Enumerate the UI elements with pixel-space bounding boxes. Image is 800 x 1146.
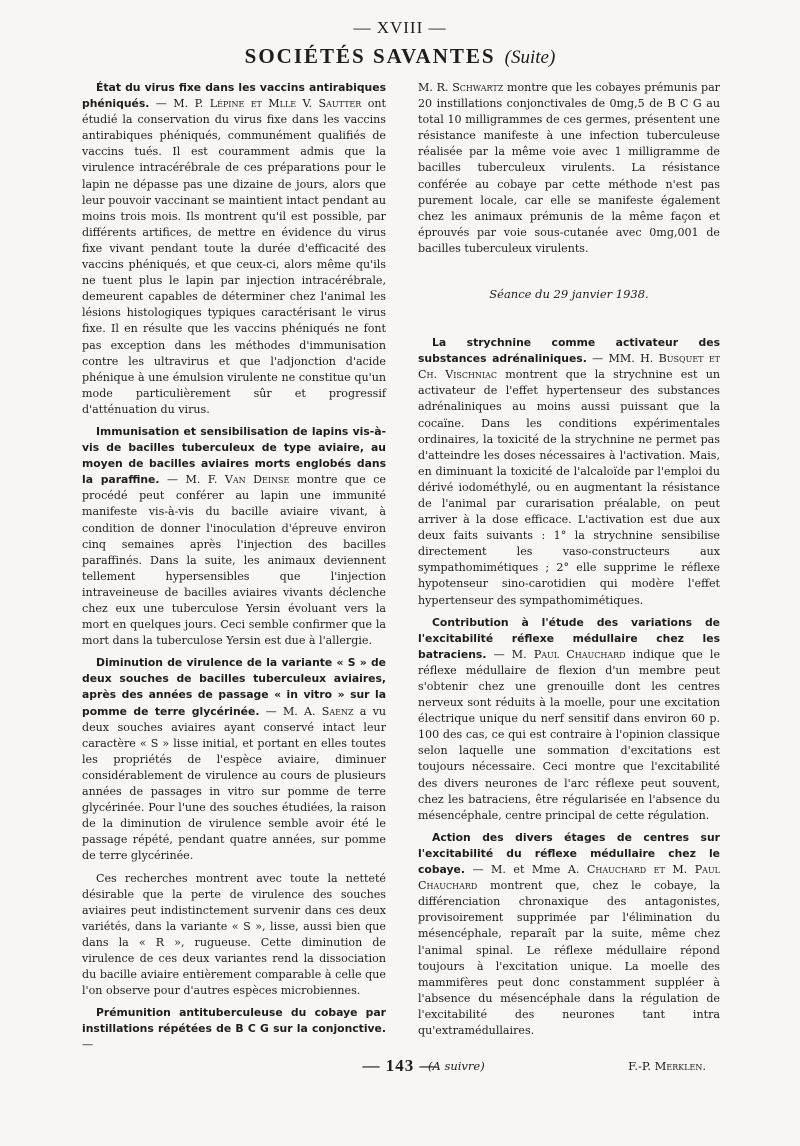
article-authors: Paul Chauchard: [533, 647, 626, 661]
article-virus-fixe: [82, 80, 386, 418]
article-body: ont étudié la conservation du virus fixe dans les vaccins antirabiques phéniqués, communément qualifiés de vaccins tués. Il est couramment admis que la virulence intracérébrale de ces préparations pour le lapin ne dépasse pas une dizaine de jours, alors que leur pouvoir vaccinant se maintient intact pendant au moins trois mois. Ils montrent qu'il est possible, par différents artifices, de mettre en évidence du virus fixe vivant pendant toute la durée d'efficacité des vaccins phéniqués, et que ceux-ci, alors même qu'ils ne tuent plus le lapin par injection intracérébrale, demeurent capables de déterminer chez l'animal les lésions histologiques typiques caractérisant le virus fixe. Il en résulte que les vaccins phéniqués ne font pas exception dans les méthodes d'immunisation contre les ultravirus et que l'adjonction d'acide phénique à une émulsion virulente ne constitue qu'un mode particulièrement sûr et progressif d'atténuation du virus.: [82, 97, 386, 416]
article-sep: — M.: [486, 647, 534, 661]
article-authors: Van Deinse: [224, 473, 290, 487]
article-body: montrent que la strychnine est un activateur de l'effet hypertenseur des substances adrénaliniques au moins aussi puissant que la cocaïne. Dans les conditions expérimentales ordinaires, la toxicité de la strychnine ne permet pas d'atteindre les doses nécessaires à l'activation. Mais, en diminuant la toxicité de l'alcaloïde par l'emploi du dérivé iodométhylé, ou en augmentant la résistance de l'animal par curarisation préalable, on peut arriver à la dose efficace. L'activation est due aux deux faits suivants : 1° la strychnine sensibilise directement les vaso-constructeurs aux sympathomimétiques ; 2° elle supprime le réflexe hypotenseur sino-carotidien qui modère l'effet hypertenseur des sympathomimétiques.: [418, 368, 720, 607]
article-sep: M. R.: [418, 81, 453, 94]
article-excitabilite-batraciens: [418, 615, 720, 824]
article-body: a vu deux souches aviaires ayant conservé intact leur caractère « S » lisse initial, et portant en elles toutes les propriétés de l'espèce aviaire, diminuer considérablement de virulence au cours de plusieurs années de passages in vitro sur pomme de terre glycérinée. Pour l'une des souches étudiées, la raison de la diminution de virulence semble avoir été le passage répété, pendant quatre années, sur pomme de terre glycérinée.: [82, 704, 386, 863]
article-authors: Chauchard et M. Paul Chauchard: [418, 863, 720, 893]
article-authors: Saenz: [321, 704, 354, 718]
page-title: SOCIÉTÉS SAVANTES: [244, 44, 496, 68]
article-body: indique que le réflexe médullaire de flexion d'un membre peut s'obtenir chez une grenouille dont les centres nerveux sont réduits à la moelle, pour une excitation électrique unique du nerf sensitif dans environ 60 p. 100 des cas, ce qui est contraire à l'opinion classique selon laquelle une sommation d'excitations est toujours nécessaire. Ceci montre que l'excitabilité des divers neurones de l'arc réflexe peut souvent, chez les batraciens, être régularisée en l'absence du mésencéphale, centre principal de cette régulation.: [418, 647, 721, 822]
article-schwartz: [418, 80, 720, 257]
page-number: — 143 —: [362, 1056, 438, 1075]
article-heading: Diminution de virulence de la variante « S » de deux souches de bacilles tuberculeux aviaires, après des années de passage « in vitro » sur la pomme de terre glycérinée.: [82, 656, 386, 718]
article-authors: Lépine et Mlle V. Sautter: [209, 97, 362, 111]
article-sep: — M. P.: [149, 97, 210, 111]
article-sep: — M. F.: [159, 473, 225, 487]
article-heading: Action des divers étages de centres sur l'excitabilité du réflexe médullaire chez le cobaye.: [418, 830, 720, 877]
article-sep: — M. et Mme A.: [464, 863, 587, 877]
section-number: — XVIII —: [353, 18, 447, 37]
article-authors: Busquet et Ch. Vischniac: [418, 352, 720, 382]
article-body: Ces recherches montrent avec toute la netteté désirable que la perte de virulence des souches aviaires peut indistinctement survenir dans ces deux variétés, dans la variante « S », lisse, aussi bien que dans la « R », rugueuse. Cette diminution de virulence de ces deux variantes rend la dissociation du bacille aviaire entièrement comparable à celle que l'on observe pour d'autres espèces microbiennes.: [82, 871, 386, 998]
article-premunition: [82, 1005, 386, 1053]
article-heading: Immunisation et sensibilisation de lapins vis-à-vis de bacilles tuberculeux de type aviaire, au moyen de bacilles aviaires morts englobés dans la paraffine.: [82, 424, 386, 487]
article-immunisation: [82, 424, 386, 649]
session-date: Séance du 29 janvier 1938.: [489, 287, 649, 302]
article-diminution-virulence: [82, 655, 386, 864]
article-recherches: [82, 871, 386, 1000]
page-header: [0, 18, 800, 69]
article-authors: Schwartz: [452, 81, 504, 94]
signature-author: F.-P. Merklen.: [628, 1059, 706, 1074]
article-heading: Contribution à l'étude des variations de l'excitabilité réflexe médullaire chez les batraciens.: [418, 615, 720, 661]
article-etages-centres: [418, 830, 720, 1039]
right-column: [418, 80, 720, 1077]
to-be-continued: (A suivre): [428, 1059, 485, 1074]
left-column: [82, 80, 386, 1060]
article-heading: Prémunition antituberculeuse du cobaye par instillations répétées de B C G sur la conjonctive.: [82, 1006, 386, 1036]
article-body: montre que les cobayes prémunis par 20 instillations conjonctivales de 0mg,5 de B C G au total 10 milligrammes de ces germes, présentent une résistance manifeste à une infection tuberculeuse réalisée par la même voie avec 1 milligramme de bacilles tuberculeux virulents. La résistance conférée au cobaye par cette méthode n'est pas purement locale, car elle se manifeste également chez les animaux prémunis de la même façon et éprouvés par voie sous-cutanée avec 0mg,001 de bacilles tuberculeux virulents.: [418, 81, 720, 255]
article-body: montrent que, chez le cobaye, la différenciation chronaxique des antagonistes, provisoirement supprimée par l'élimination du mésencéphale, reparaît par la suite, même chez l'animal spinal. Le réflexe médullaire répond toujours à l'excitation unique. La moelle des mammifères peut donc constamment suppléer à l'absence du mésencéphale dans la régulation de l'excitabilité des neurones tant intra qu'extramédullaires.: [418, 879, 720, 1037]
title-suite: (Suite): [504, 47, 556, 68]
article-heading: La strychnine comme activateur des substances adrénaliniques.: [418, 336, 720, 366]
article-sep: —: [82, 1038, 94, 1052]
article-body: montre que ce procédé peut conférer au lapin une immunité manifeste vis-à-vis du bacille aviaire vivant, à condition de donner l'inoculation d'épreuve environ cinq semaines après l'injection des bacilles paraffinés. Dans la suite, les animaux deviennent tellement hypersensibles que l'injection intraveineuse de bacilles aviaires vivants déclenche chez eux une tuberculose Yersin évoluant vers la mort en quelques jours. Ceci semble confirmer que la mort dans la tuberculose Yersin est due à l'allergie.: [82, 473, 386, 648]
title-line: [0, 44, 800, 69]
article-sep: — MM. H.: [586, 352, 659, 366]
article-heading: État du virus fixe dans les vaccins antirabiques phéniqués.: [82, 81, 386, 111]
article-strychnine: [418, 335, 720, 609]
article-sep: — M. A.: [259, 704, 322, 718]
